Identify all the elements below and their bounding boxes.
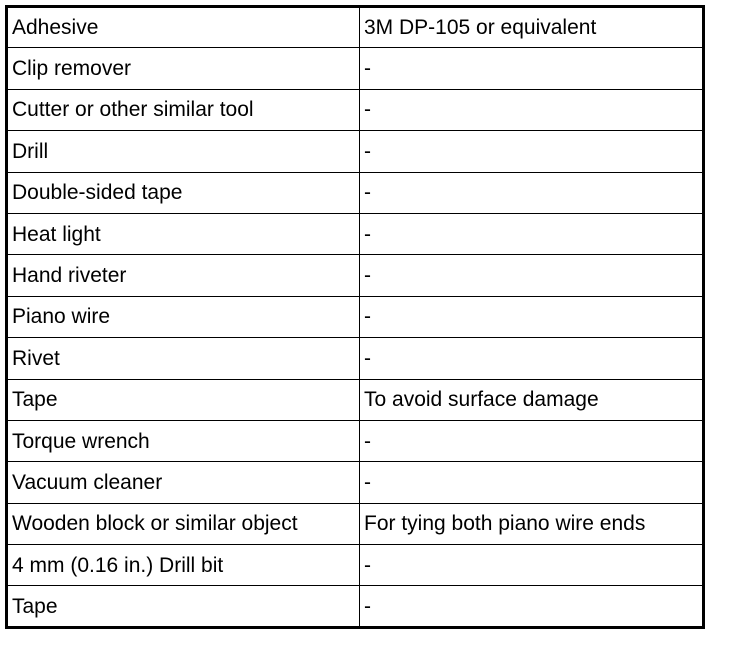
table-row — [7, 586, 704, 627]
table-row — [7, 503, 704, 544]
tool-name-cell: Double-sided tape — [7, 172, 360, 213]
tool-note-cell: - — [360, 420, 704, 461]
table-row — [7, 48, 704, 89]
tool-name-cell: Adhesive — [7, 7, 360, 48]
table-row — [7, 89, 704, 130]
table-row — [7, 420, 704, 461]
table-row — [7, 172, 704, 213]
table-row — [7, 338, 704, 379]
tool-note-cell: - — [360, 213, 704, 254]
tool-name-cell: Rivet — [7, 338, 360, 379]
tool-name-cell: Hand riveter — [7, 255, 360, 296]
tool-name-cell: Cutter or other similar tool — [7, 89, 360, 130]
tool-note-cell: To avoid surface damage — [360, 379, 704, 420]
tool-name-cell: Torque wrench — [7, 420, 360, 461]
tool-name-cell: Vacuum cleaner — [7, 462, 360, 503]
tools-table — [5, 5, 705, 629]
tool-name-cell: Heat light — [7, 213, 360, 254]
tool-note-cell: - — [360, 255, 704, 296]
tool-name-cell: Drill — [7, 131, 360, 172]
tool-note-cell: - — [360, 48, 704, 89]
table-row — [7, 462, 704, 503]
tool-note-cell: - — [360, 89, 704, 130]
table-row — [7, 379, 704, 420]
table-row — [7, 255, 704, 296]
tools-table-body — [7, 7, 704, 628]
table-row — [7, 545, 704, 586]
table-row — [7, 7, 704, 48]
tool-note-cell: - — [360, 296, 704, 337]
tool-note-cell: - — [360, 172, 704, 213]
table-row — [7, 131, 704, 172]
tool-name-cell: Wooden block or similar object — [7, 503, 360, 544]
tool-note-cell: - — [360, 338, 704, 379]
tool-note-cell: - — [360, 586, 704, 627]
tool-name-cell: Clip remover — [7, 48, 360, 89]
tool-name-cell: Tape — [7, 586, 360, 627]
tool-note-cell: - — [360, 131, 704, 172]
table-row — [7, 213, 704, 254]
tool-note-cell: - — [360, 545, 704, 586]
table-row — [7, 296, 704, 337]
tool-name-cell: Tape — [7, 379, 360, 420]
tool-name-cell: Piano wire — [7, 296, 360, 337]
tool-note-cell: 3M DP-105 or equivalent — [360, 7, 704, 48]
tool-note-cell: - — [360, 462, 704, 503]
tool-note-cell: For tying both piano wire ends — [360, 503, 704, 544]
tool-name-cell: 4 mm (0.16 in.) Drill bit — [7, 545, 360, 586]
